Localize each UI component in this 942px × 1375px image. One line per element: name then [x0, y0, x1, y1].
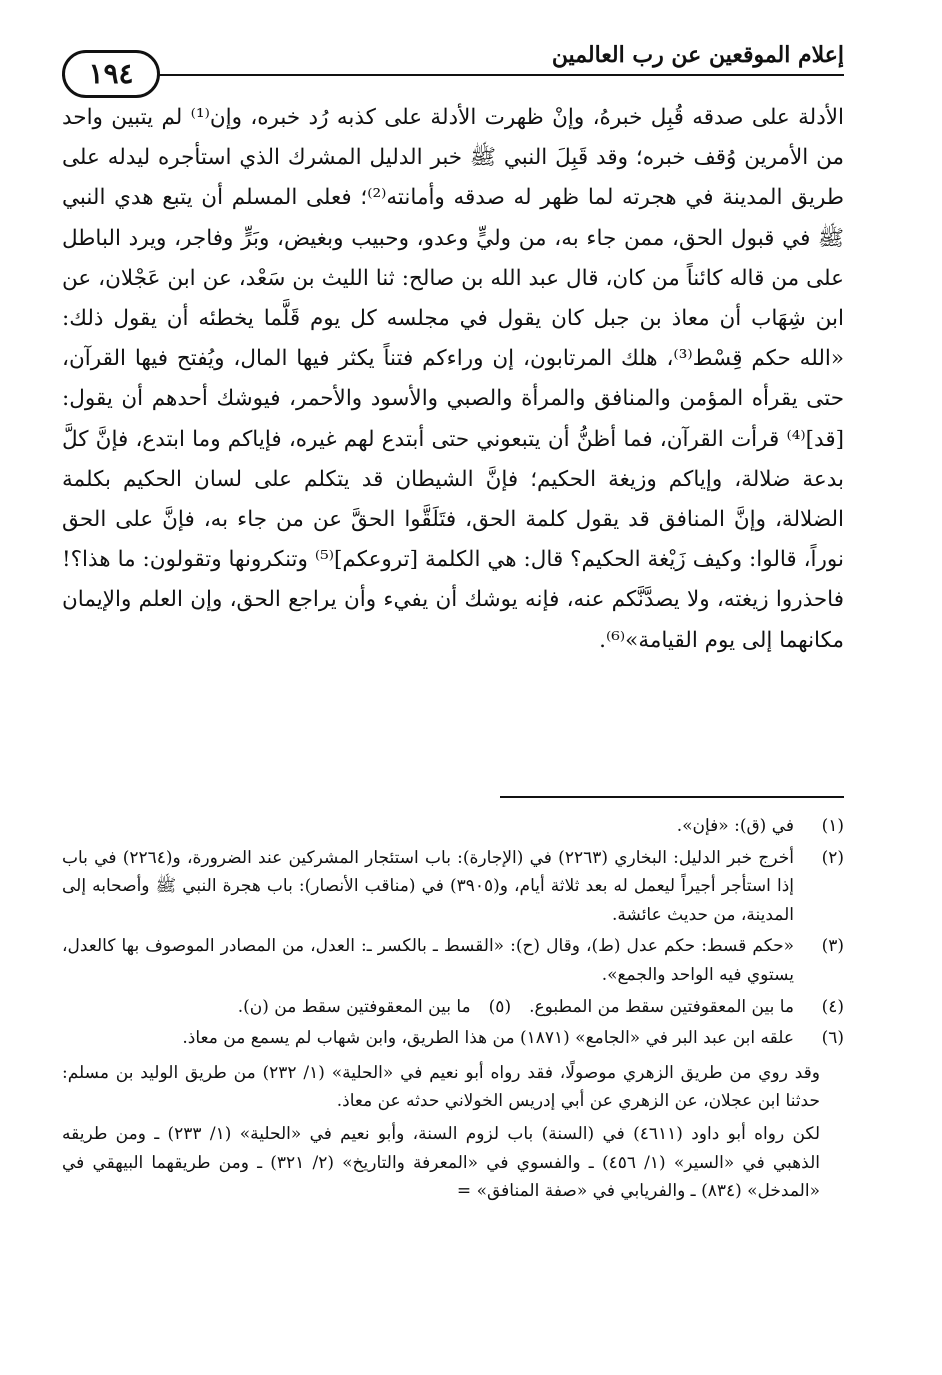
footnote-number: (٤)	[821, 996, 844, 1017]
footnote-4-5	[62, 993, 844, 1022]
footnote-text: «حكم قسط: حكم عدل (ط)، وقال (ح): «القسط ـ بالكسر ـ: العدل، من المصادر الموصوف بها كالعدل، يستوي فيه الواحد والجمع».	[62, 936, 794, 985]
page-header	[62, 36, 844, 96]
footnote-text: في (ق): «فإن».	[676, 816, 794, 836]
body-paragraph: الأدلة على صدقه قُبِل خبرهُ، وإنْ ظهرت الأدلة على كذبه رُد خبره، وإن⁽¹⁾ لم يتبين واحد من الأمرين وُقف خبره؛ وقد قَبِلَ النبي ﷺ خبر الدليل المشرك الذي استأجره ليدله على طريق المدينة في هجرته لما ظهر له صدقه وأمانته⁽²⁾؛ فعلى المسلم أن يتبع هدي النبي ﷺ في قبول الحق، ممن جاء به، من وليٍّ وعدو، وحبيب وبغيض، وبَرٍّ وفاجر، ويرد الباطل على من قاله كائناً من كان، قال عبد الله بن صالح: ثنا الليث بن سَعْد، عن ابن عَجْلان، عن ابن شِهَاب أن معاذ بن جبل كان يقول في مجلسه كل يوم قَلَّما يخطئه أن يقول ذلك: «الله حكم قِسْط⁽³⁾، هلك المرتابون، إن وراءكم فتناً يكثر فيها المال، ويُفتح فيها القرآن، حتى يقرأه المؤمن والمنافق والمرأة والصبي والأسود والأحمر، فيوشك أحدهم أن يقول: [قد]⁽⁴⁾ قرأت القرآن، فما أظنُّ أن يتبعوني حتى أبتدع لهم غيره، فإياكم وما ابتدع، فإنَّ كلَّ بدعة ضلالة، وإياكم وزيغة الحكيم؛ فإنَّ الشيطان قد يتكلم على لسان الحكيم بكلمة الضلالة، وإنَّ المنافق قد يقول كلمة الحق، فتَلَقَّوا الحقَّ عن من جاء به، فإنَّ على الحق نوراً، قالوا: وكيف زَيْغة الحكيم؟ قال: هي الكلمة [تروعكم]⁽⁵⁾ وتنكرونها وتقولون: ما هذا؟! فاحذروا زيغته، ولا يصدَّنَّكم عنه، فإنه يوشك أن يفيء وأن يراجع الحق، وإن العلم والإيمان مكانهما إلى يوم القيامة»⁽⁶⁾.	[62, 105, 844, 653]
footnote-number-inline: (٥)	[488, 996, 512, 1017]
footnote-number: (١)	[821, 816, 844, 836]
footnote-number: (٢)	[821, 847, 844, 868]
footnote-text: علقه ابن عبد البر في «الجامع» (١٨٧١) من هذا الطريق، وابن شهاب لم يسمع من معاذ.	[182, 1028, 794, 1049]
page-number-badge: ١٩٤	[62, 50, 160, 98]
footnote-number: (٣)	[821, 936, 844, 957]
footnote-text: ما بين المعقوفتين سقط من المطبوع.	[529, 996, 794, 1017]
footnote-continuation: وقد روي من طريق الزهري موصولًا، فقد رواه أبو نعيم في «الحلية» (١/ ٢٣٢) من طريق الوليد بن مسلم: حدثنا ابن عجلان، عن الزهري عن أبي إدريس الخولاني حدثه عن معاذ.	[62, 1062, 820, 1112]
footnote-2	[62, 844, 844, 930]
footnote-text: ما بين المعقوفتين سقط من (ن).	[237, 996, 471, 1017]
footnotes	[62, 812, 844, 1209]
main-text	[62, 98, 844, 661]
footnote-pair	[62, 993, 794, 1022]
footnote-1	[62, 812, 844, 841]
running-title: إعلام الموقعين عن رب العالمين	[551, 42, 844, 68]
footnote-continuation: لكن رواه أبو داود (٤٦١١) في (السنة) باب لزوم السنة، وأبو نعيم في «الحلية» (١/ ٢٣٣) ـ ومن طريقه الذهبي في «السير» (١/ ٤٥٦) ـ والفسوي في «المعرفة والتاريخ» (٢/ ٣٢١) ـ ومن طريقهما البيهقي في «المدخل» (٨٣٤) ـ والفريابي في «صفة المنافق» =	[62, 1123, 821, 1202]
footnote-divider	[500, 796, 844, 798]
footnote-number: (٦)	[821, 1028, 844, 1049]
footnote-text: أخرج خبر الدليل: البخاري (٢٢٦٣) في (الإجارة): باب استئجار المشركين عند الضرورة، و(٢٢٦٤) في باب إذا استأجر أجيراً ليعمل له بعد ثلاثة أيام، و(٣٩٠٥) في (مناقب الأنصار): باب هجرة النبي ﷺ وأصحابه إلى المدينة، من حديث عائشة.	[62, 847, 795, 925]
footnote-6	[62, 1024, 844, 1053]
header-rule	[62, 74, 844, 76]
footnote-3	[62, 932, 844, 989]
